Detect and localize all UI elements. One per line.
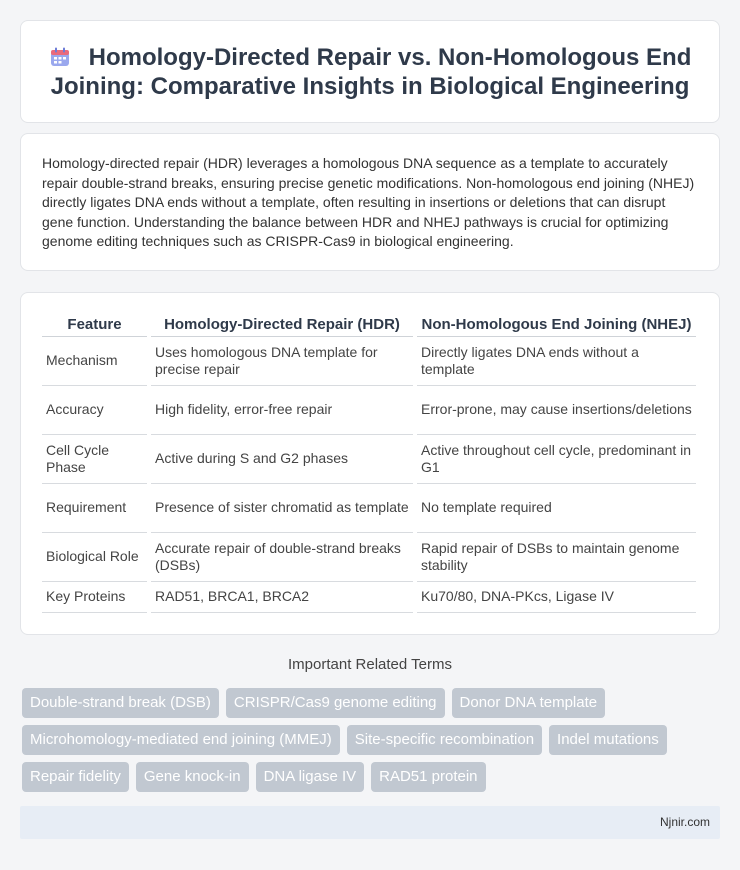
table-row [42,533,696,582]
feature-cell: Key Proteins [42,582,147,613]
nhej-cell: Active throughout cell cycle, predominant in G1 [417,435,696,484]
tag-double-strand-break[interactable]: Double-strand break (DSB) [22,688,219,718]
nhej-cell: Directly ligates DNA ends without a template [417,337,696,386]
footer [20,806,720,839]
calendar-icon [49,46,71,68]
feature-cell: Mechanism [42,337,147,386]
related-terms-title: Important Related Terms [288,656,452,673]
tag-donor-dna-template[interactable]: Donor DNA template [452,688,606,718]
hdr-cell: Presence of sister chromatid as template [151,484,413,533]
hdr-cell: High fidelity, error-free repair [151,386,413,435]
tag-mmej[interactable]: Microhomology-mediated end joining (MMEJ) [22,725,340,755]
tag-repair-fidelity[interactable]: Repair fidelity [22,762,129,792]
table-row [42,337,696,386]
hdr-cell: Uses homologous DNA template for precise repair [151,337,413,386]
nhej-cell: No template required [417,484,696,533]
hdr-cell: Accurate repair of double-strand breaks (DSBs) [151,533,413,582]
tag-crispr-cas9[interactable]: CRISPR/Cas9 genome editing [226,688,445,718]
hdr-cell: RAD51, BRCA1, BRCA2 [151,582,413,613]
table-row [42,386,696,435]
feature-cell: Requirement [42,484,147,533]
feature-cell: Cell Cycle Phase [42,435,147,484]
page-title [21,43,719,101]
comparison-table-card [20,292,720,635]
tag-gene-knock-in[interactable]: Gene knock-in [136,762,249,792]
tag-dna-ligase-iv[interactable]: DNA ligase IV [256,762,365,792]
title-line-2: Joining: Comparative Insights in Biological Engineering [50,73,690,100]
title-line-1: Homology-Directed Repair vs. Non-Homologous End [88,44,692,71]
tag-site-specific-recombination[interactable]: Site-specific recombination [347,725,542,755]
intro-paragraph: Homology-directed repair (HDR) leverages a homologous DNA sequence as a template to accurately repair double-strand breaks, ensuring precise genetic modifications. Non-homologous end joining (NHEJ) directly ligates DNA ends without a template, often resulting in insertions or deletions that can disrupt gene function. Understanding the balance between HDR and NHEJ pathways is crucial for optimizing genome editing techniques such as CRISPR-Cas9 in biological engineering. [42,155,695,250]
tag-row [22,725,722,755]
intro-card [20,133,720,271]
tag-indel-mutations[interactable]: Indel mutations [549,725,667,755]
feature-cell: Accuracy [42,386,147,435]
related-terms-tags [22,688,722,799]
header-feature: Feature [42,315,147,337]
feature-cell: Biological Role [42,533,147,582]
hdr-cell: Active during S and G2 phases [151,435,413,484]
tag-rad51-protein[interactable]: RAD51 protein [371,762,485,792]
tag-row [22,688,722,718]
nhej-cell: Error-prone, may cause insertions/deletions [417,386,696,435]
table-row [42,435,696,484]
title-card [20,20,720,123]
nhej-cell: Ku70/80, DNA-PKcs, Ligase IV [417,582,696,613]
nhej-cell: Rapid repair of DSBs to maintain genome stability [417,533,696,582]
footer-site[interactable]: Njnir.com [659,815,710,829]
header-nhej: Non-Homologous End Joining (NHEJ) [417,315,696,337]
tag-row [22,762,722,792]
table-row [42,582,696,613]
header-hdr: Homology-Directed Repair (HDR) [151,315,413,337]
table-row [42,484,696,533]
comparison-table [38,315,700,613]
table-header-row [42,315,696,337]
